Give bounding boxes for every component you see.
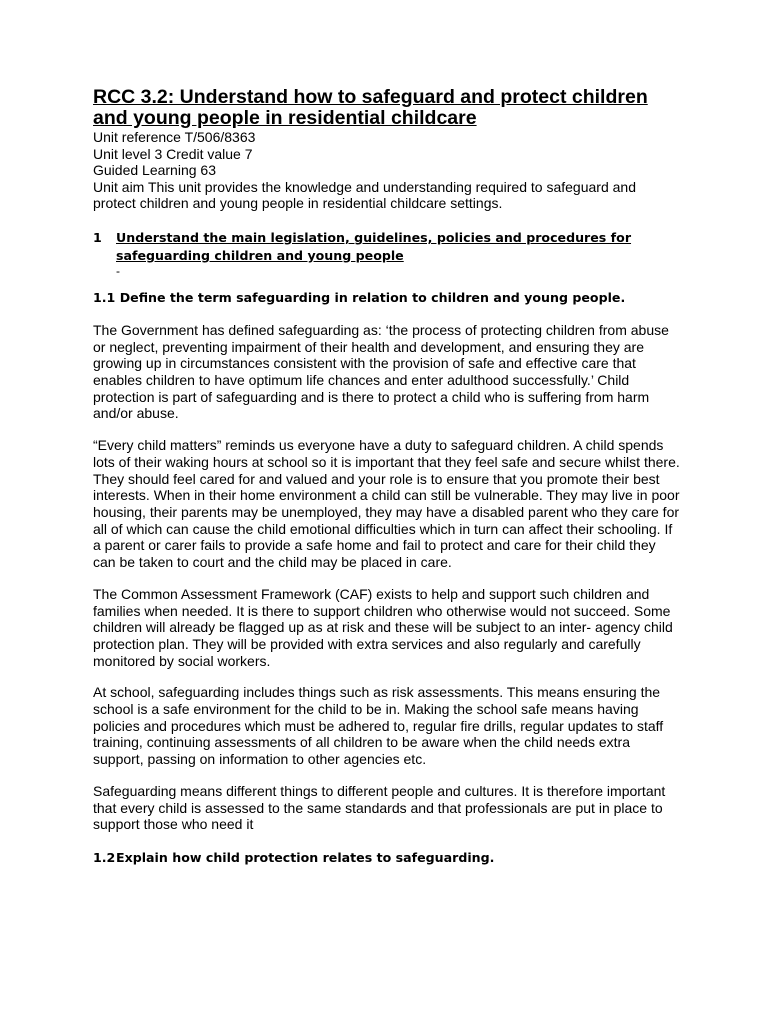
subsection-1-2-number: 1.2 [93, 849, 116, 865]
unit-reference: Unit reference T/506/8363 [93, 129, 256, 145]
paragraph-every-child-matters: “Every child matters” reminds us everyone have a duty to safeguard children. A child spends lots of their waking hours at school so it is important that they feel safe and secure whilst there. They should feel cared for and valued and your role is to ensure that you promote their best interests. When in their home environment a child can still be vulnerable. They may live in poor housing, their parents may be unemployed, they may have a disabled parent who they care for all of which can cause the child emotional difficulties which in turn can affect their schooling. If a parent or carer fails to provide a safe home and fail to protect and care for their child they can be taken to court and the child may be placed in care. [93, 437, 680, 571]
subsection-1-2-title: Explain how child protection relates to safeguarding. [116, 849, 495, 865]
section-1-title: Understand the main legislation, guidelines, policies and procedures for safeguarding children and young people [116, 229, 632, 263]
section-1-dash: - [116, 263, 120, 278]
section-1-number: 1 [93, 229, 102, 245]
subsection-1-1-heading: 1.1 Define the term safeguarding in relation to children and young people. [93, 289, 626, 305]
document-page [93, 87, 681, 867]
paragraph-school-safeguarding: At school, safeguarding includes things such as risk assessments. This means ensuring the school is a safe environment for the child to be in. Making the school safe means having policies and procedures which must be adhered to, regular fire drills, regular updates to staff training, continuing assessments of all children to be aware when the child needs extra support, passing on information to other agencies etc. [93, 684, 664, 768]
paragraph-government-definition: The Government has defined safeguarding as: ‘the process of protecting children from abuse or neglect, preventing impairment of their health and development, and ensuring they are growing up in circumstances consistent with the provision of safe and effective care that enables children to have optimum life chances and enter adulthood successfully.’ Child protection is part of safeguarding and is there to protect a child who is suffering from harm and/or abuse. [93, 321, 669, 422]
unit-aim: Unit aim This unit provides the knowledge and understanding required to safeguard and protect children and young people in residential childcare settings. [93, 178, 636, 212]
subsection-1-2-heading [93, 849, 681, 867]
document-title: RCC 3.2: Understand how to safeguard and protect children and young people in residential childcare [93, 86, 648, 129]
paragraph-caf: The Common Assessment Framework (CAF) exists to help and support such children and families when needed. It is there to support children who otherwise would not succeed. Some children will already be flagged up as at risk and these will be subject to an inter- agency child protection plan. They will be provided with extra services and also regularly and carefully monitored by social workers. [93, 585, 673, 669]
unit-level-credit: Unit level 3 Credit value 7 [93, 145, 253, 162]
paragraph-cultures: Safeguarding means different things to different people and cultures. It is therefore important that every child is assessed to the same standards and that professionals are put in place to support those who need it [93, 782, 666, 833]
guided-learning: Guided Learning 63 [93, 162, 216, 179]
section-1-heading [93, 229, 681, 265]
